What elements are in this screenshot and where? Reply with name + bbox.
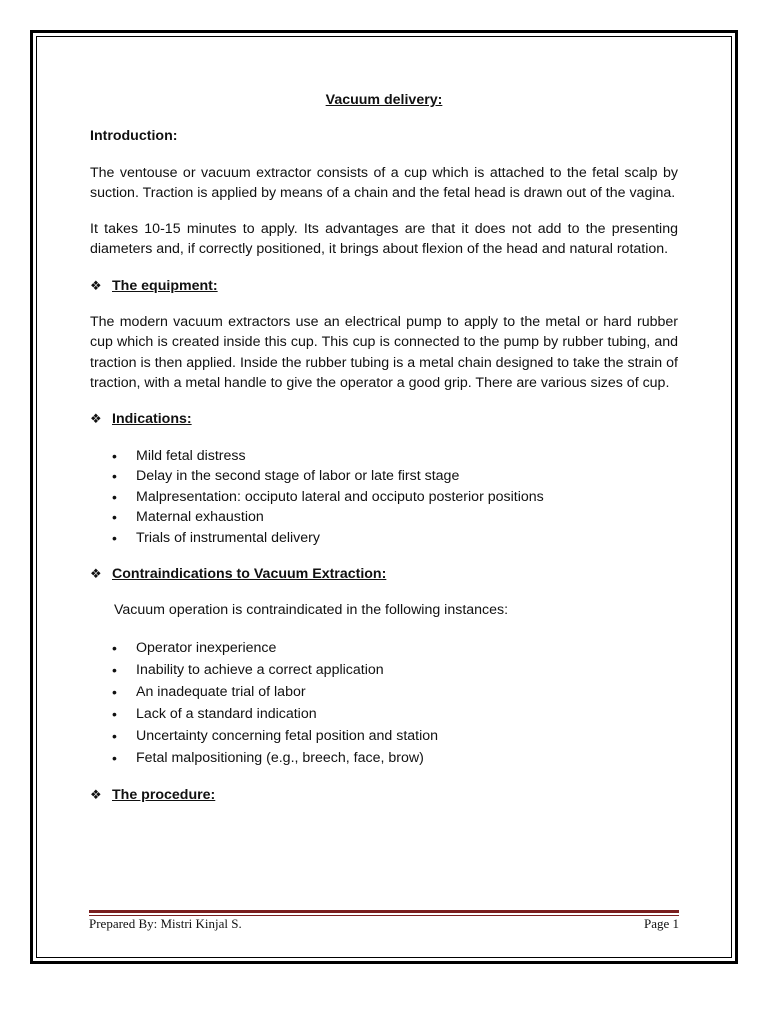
list-item: • Fetal malpositioning (e.g., breech, face, brow)	[90, 747, 678, 769]
diamond-bullet-icon: ❖	[90, 411, 102, 427]
list-item: • Lack of a standard indication	[90, 703, 678, 725]
indications-heading	[90, 409, 678, 429]
list-item: • Malpresentation: occiputo lateral and occiputo posterior positions	[90, 487, 678, 508]
list-item: • Inability to achieve a correct application	[90, 659, 678, 681]
document-title: Vacuum delivery:	[325, 92, 443, 108]
procedure-heading	[90, 785, 678, 805]
indications-list	[90, 446, 678, 549]
list-item: • Mild fetal distress	[90, 446, 678, 467]
list-item: • Delay in the second stage of labor or late first stage	[90, 466, 678, 487]
procedure-heading-label: The procedure:	[112, 786, 216, 803]
diamond-bullet-icon: ❖	[90, 786, 102, 802]
contraindications-heading-label: Contraindications to Vacuum Extraction:	[112, 566, 387, 583]
indications-heading-label: Indications:	[112, 411, 192, 428]
contraindications-heading	[90, 564, 678, 584]
contraindications-intro: Vacuum operation is contraindicated in the following instances:	[114, 602, 509, 619]
diamond-bullet-icon: ❖	[90, 566, 102, 582]
diamond-bullet-icon: ❖	[90, 277, 102, 293]
list-item: • Uncertainty concerning fetal position and station	[90, 725, 678, 747]
list-item: • Operator inexperience	[90, 637, 678, 659]
intro-paragraph-2: It takes 10-15 minutes to apply. Its advantages are that it does not add to the presenting diameters and, if correctly positioned, it brings about flexion of the head and natural rotation.	[90, 221, 678, 258]
list-item: • An inadequate trial of labor	[90, 681, 678, 703]
page-footer	[89, 916, 679, 932]
footer-rule	[89, 910, 679, 913]
footer-page-number: Page 1	[643, 916, 679, 931]
equipment-heading	[90, 276, 678, 296]
introduction-heading: Introduction:	[90, 128, 178, 145]
intro-paragraph-1: The ventouse or vacuum extractor consists of a cup which is attached to the fetal scalp by suction. Traction is applied by means of a chain and the fetal head is drawn out of the vagina.	[90, 164, 678, 201]
document-body	[90, 90, 678, 821]
equipment-paragraph: The modern vacuum extractors use an electrical pump to apply to the metal or hard rubber cup which is created inside this cup. This cup is connected to the pump by rubber tubing, and traction is then applied. Inside the rubber tubing is a metal chain designed to take the strain of traction, with a metal handle to give the operator a good grip. There are various sizes of cup.	[90, 314, 678, 391]
list-item: • Maternal exhaustion	[90, 507, 678, 528]
contraindications-list	[90, 637, 678, 769]
list-item: • Trials of instrumental delivery	[90, 528, 678, 549]
equipment-heading-label: The equipment:	[112, 277, 218, 294]
footer-author: Prepared By: Mistri Kinjal S.	[89, 916, 242, 931]
